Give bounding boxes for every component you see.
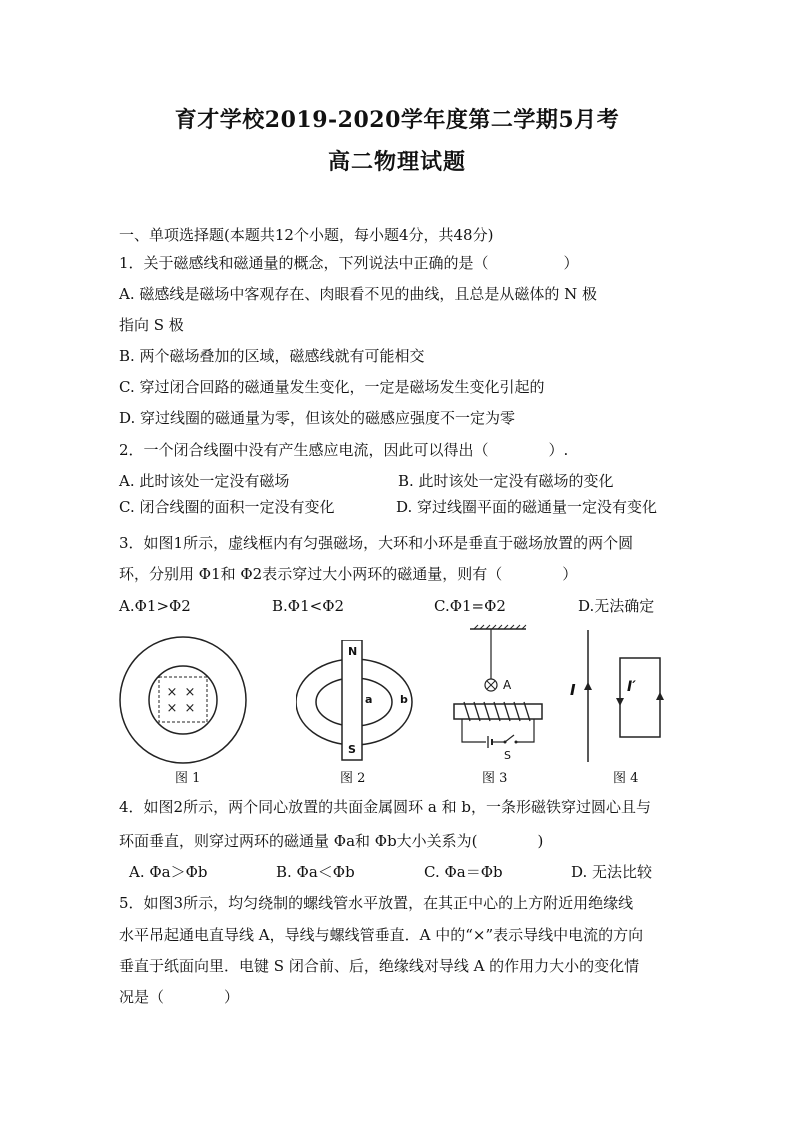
q5-stem: 5．如图3所示，均匀绕制的螺线管水平放置，在其正中心的上方附近用绝缘线 bbox=[119, 894, 634, 912]
loop-arrow-down bbox=[616, 698, 624, 706]
q4-option-c: C. Φa＝Φb bbox=[424, 863, 503, 881]
ring-a-label: a bbox=[365, 693, 373, 706]
q5-stem-cont-2: 垂直于纸面向里．电键 S 闭合前、后，绝缘线对导线 A 的作用力大小的变化情 bbox=[119, 957, 640, 975]
field-cross: × bbox=[184, 701, 196, 716]
rectangular-loop bbox=[620, 658, 660, 737]
exam-subtitle: 高二物理试题 bbox=[327, 149, 466, 175]
q3-option-d: D.无法确定 bbox=[578, 597, 655, 615]
q5-stem-cont-1: 水平吊起通电直导线 A，导线与螺线管垂直．A 中的“×”表示导线中电流的方向 bbox=[119, 926, 644, 944]
switch-label: S bbox=[504, 749, 511, 762]
figure-4-caption: 图 4 bbox=[613, 771, 639, 786]
solenoid-coils bbox=[464, 702, 530, 721]
figure-3 bbox=[448, 624, 548, 766]
field-crosses bbox=[167, 685, 196, 716]
field-cross: × bbox=[166, 685, 178, 700]
section-heading: 一、单项选择题(本题共12个小题，每小题4分，共48分) bbox=[119, 226, 494, 244]
figure-4 bbox=[566, 630, 676, 765]
q1-option-b: B. 两个磁场叠加的区域，磁感线就有可能相交 bbox=[119, 347, 425, 365]
q3-stem-cont: 环，分别用 Φ1和 Φ2表示穿过大小两环的磁通量，则有（ ） bbox=[119, 565, 578, 583]
switch-s bbox=[505, 735, 514, 742]
south-pole-label: S bbox=[348, 743, 356, 756]
circuit-wire-left bbox=[462, 719, 486, 742]
field-cross: × bbox=[184, 685, 196, 700]
q2-option-b: B. 此时该处一定没有磁场的变化 bbox=[398, 472, 614, 490]
figure-3-caption: 图 3 bbox=[482, 771, 508, 786]
exam-title: 育才学校2019-2020学年度第二学期5月考 bbox=[174, 107, 620, 133]
q1-option-a-cont: 指向 S 极 bbox=[119, 316, 184, 334]
q3-option-a: A.Φ1>Φ2 bbox=[119, 597, 191, 615]
q4-stem: 4．如图2所示，两个同心放置的共面金属圆环 a 和 b，一条形磁铁穿过圆心且与 bbox=[119, 798, 651, 816]
current-i-prime-label: I′ bbox=[627, 679, 636, 695]
figure-2-caption: 图 2 bbox=[340, 771, 366, 786]
field-cross: × bbox=[166, 701, 178, 716]
q3-option-c: C.Φ1=Φ2 bbox=[434, 597, 506, 615]
q4-option-d: D. 无法比较 bbox=[571, 863, 653, 881]
circuit-wire-right bbox=[516, 719, 534, 742]
north-pole-label: N bbox=[348, 645, 358, 658]
bar-magnet bbox=[342, 640, 362, 760]
wire-a-label: A bbox=[503, 678, 512, 692]
q2-option-d: D. 穿过线圈平面的磁通量一定没有变化 bbox=[396, 498, 658, 516]
current-arrow-up bbox=[584, 682, 592, 690]
q1-option-a: A. 磁感线是磁场中客观存在、肉眼看不见的曲线，且总是从磁体的 N 极 bbox=[119, 285, 598, 303]
loop-arrow-up bbox=[656, 692, 664, 700]
q5-stem-cont-3: 况是（ ） bbox=[119, 988, 240, 1006]
ring-b-label: b bbox=[400, 693, 408, 706]
q1-option-c: C. 穿过闭合回路的磁通量发生变化，一定是磁场发生变化引起的 bbox=[119, 378, 545, 396]
current-i-label: I bbox=[570, 681, 576, 699]
q4-option-a: A. Φa＞Φb bbox=[129, 863, 208, 881]
q3-option-b: B.Φ1<Φ2 bbox=[272, 597, 345, 615]
large-ring bbox=[120, 637, 246, 763]
q2-option-c: C. 闭合线圈的面积一定没有变化 bbox=[119, 498, 335, 516]
q4-option-b: B. Φa＜Φb bbox=[276, 863, 355, 881]
q3-stem: 3．如图1所示，虚线框内有匀强磁场，大环和小环是垂直于磁场放置的两个圆 bbox=[119, 534, 634, 552]
q4-stem-cont: 环面垂直，则穿过两环的磁通量 Φa和 Φb大小关系为( ) bbox=[119, 832, 544, 850]
q2-option-a: A. 此时该处一定没有磁场 bbox=[119, 472, 290, 490]
q2-stem: 2．一个闭合线圈中没有产生感应电流，因此可以得出（ ）. bbox=[119, 441, 569, 459]
q1-stem: 1．关于磁感线和磁通量的概念，下列说法中正确的是（ ） bbox=[119, 254, 579, 272]
q1-option-d: D. 穿过线圈的磁通量为零，但该处的磁感应强度不一定为零 bbox=[119, 409, 516, 427]
figure-1 bbox=[118, 630, 248, 770]
figure-2 bbox=[296, 640, 416, 765]
figure-1-caption: 图 1 bbox=[175, 771, 201, 786]
